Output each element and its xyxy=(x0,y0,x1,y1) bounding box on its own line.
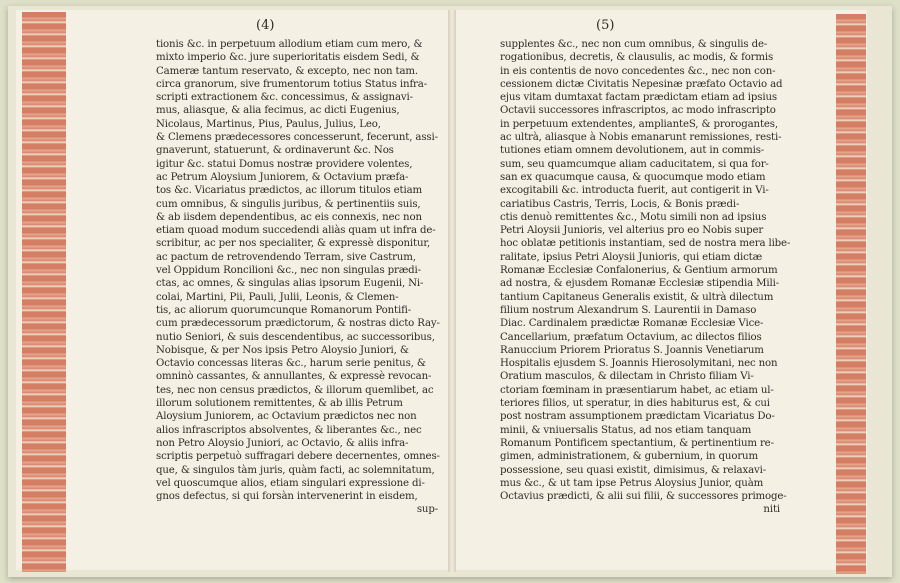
right-page-body xyxy=(500,38,791,517)
text-line: ac pactum de retrovendendo Terram, sive Castrum, xyxy=(156,251,416,263)
text-line: cum omnibus, & singulis juribus, & pertinentiis suis, xyxy=(156,198,421,210)
right-page-number: (5) xyxy=(596,18,615,33)
text-line: tionis &c. in perpetuum allodium etiam cum mero, & xyxy=(156,39,423,50)
book-gutter xyxy=(448,10,456,572)
left-page-body xyxy=(156,38,438,517)
text-line: nutio Seniori, & suis descendentibus, ac successoribus, xyxy=(156,331,435,343)
text-line: ac ultrà, aliasque à Nobis emanarunt remissiones, resti- xyxy=(500,132,782,144)
text-line: Ranuccium Priorem Prioratus S. Joannis Venetiarum xyxy=(500,344,764,356)
text-line: non Petro Aloysio Juniori, ac Octavio, & aliis infra- xyxy=(156,437,409,449)
text-line: Hospitalis ejusdem S. Joannis Hierosolymitani, nec non xyxy=(500,358,778,370)
text-line: tos &c. Vicariatus prædictos, ac illorum titulos etiam xyxy=(156,185,423,197)
text-line: scribitur, ac per nos specialiter, & expressè disponitur, xyxy=(156,238,431,250)
text-line: omninò cassantes, & annullantes, & expressè revocan- xyxy=(156,371,432,383)
text-line: scriptis perpetuò suffragari debere decernentes, omnes- xyxy=(156,451,440,463)
text-line: Nobisque, & per Nos ipsis Petro Aloysio Juniori, & xyxy=(156,344,409,356)
text-line: Octavio concessas literas &c., harum serie penitus, & xyxy=(156,358,426,370)
text-line: circa granorum, sive frumentorum totius Status infra- xyxy=(156,78,427,90)
text-line: mus &c., & ut tam ipse Petrus Aloysius Junior, quàm xyxy=(500,477,764,489)
text-line: ralitate, ipsius Petri Aloysii Junioris, qui etiam dictæ xyxy=(500,251,763,263)
text-line: Octavii successores infrascriptos, ac modo infrascripto xyxy=(500,105,776,117)
text-line: tutiones etiam omnem devolutionem, aut in commis- xyxy=(500,145,765,157)
text-line: possessione, seu quasi existit, dimisimus, & relaxavi- xyxy=(500,464,766,476)
catchword: sup- xyxy=(416,504,438,516)
text-line: vel Oppidum Roncilioni &c., nec non singulas prædi- xyxy=(156,265,421,277)
text-line: tis, ac aliorum quorumcunque Romanorum Pontifi- xyxy=(156,304,412,316)
text-line: ctoriam fœminam in præsentiarum habet, ac etiam ul- xyxy=(500,384,774,396)
text-line: hoc oblatæ petitionis instantiam, sed de nostra mera libe- xyxy=(500,238,791,250)
text-line: post nostram assumptionem prædictam Vicariatus Do- xyxy=(500,411,775,423)
text-line: Aloysium Juniorem, ac Octavium prædictos nec non xyxy=(156,411,417,423)
catchword: niti xyxy=(763,504,780,516)
text-line: ejus vitam dumtaxat factam prædictam etiam ad ipsius xyxy=(500,92,777,104)
text-line: illorum solutionem remittentes, & ab illis Petrum xyxy=(156,398,403,410)
text-line: Romanum Pontificem spectantium, & pertinentium re- xyxy=(500,437,774,449)
left-page-number: (4) xyxy=(256,18,275,33)
text-line: Cancellarium, præfatum Octavium, ac dilectos filios xyxy=(500,331,762,343)
text-line: supplentes &c., nec non cum omnibus, & singulis de- xyxy=(500,39,768,50)
text-line: cessionem dictæ Civitatis Nepesinæ præfato Octavio ad xyxy=(500,78,783,90)
text-line: Oratium masculos, & dilectam in Christo filiam Vi- xyxy=(500,371,754,383)
text-line: in eis contentis de novo concedentes &c., nec non con- xyxy=(500,65,776,77)
text-line: gimen, administrationem, & gubernium, in quorum xyxy=(500,451,758,463)
text-line: gnaverunt, statuerunt, & ordinaverunt &c. Nos xyxy=(156,145,394,157)
text-line: Petri Aloysii Junioris, vel alterius pro eo Nobis super xyxy=(500,225,764,237)
text-line: Octavius prædicti, & alii sui filii, & successores primoge- xyxy=(500,491,787,503)
text-line: excogitabili &c. introducta fuerit, aut contigerit in Vi- xyxy=(500,185,769,197)
text-line: tes, nec non census prædictos, & illorum quemlibet, ac xyxy=(156,384,434,396)
text-line: scripti extractionem &c. concessimus, & assignavi- xyxy=(156,92,413,104)
text-line: ac Petrum Aloysium Juniorem, & Octavium præfa- xyxy=(156,171,409,183)
text-line: Diac. Cardinalem prædictæ Romanæ Ecclesiæ Vice- xyxy=(500,318,764,330)
text-line: Romanæ Ecclesiæ Confalonerius, & Gentium armorum xyxy=(500,265,778,277)
text-line: rogationibus, decretis, & clausulis, ac modis, & formis xyxy=(500,52,774,64)
text-line: ctis denuò remittentes &c., Motu simili non ad ipsius xyxy=(500,211,767,223)
text-line: in perpetuum extendentes, amplianteS, & prorogantes, xyxy=(500,118,778,130)
text-line: Cameræ tantum reservato, & excepto, nec non tam. xyxy=(156,65,419,77)
text-line: ctas, ac omnes, & singulas alias ipsorum Eugenii, Ni- xyxy=(156,278,424,290)
text-line: que, & singulos tàm juris, quàm facti, ac solemnitatum, xyxy=(156,464,435,476)
text-line: sum, seu quamcumque aliam caducitatem, si qua for- xyxy=(500,158,769,170)
text-line: cariatibus Castris, Terris, Locis, & Bonis prædi- xyxy=(500,198,740,210)
text-line: tantium Capitaneus Generalis existit, & ultrà dilectum xyxy=(500,291,774,303)
text-line: igitur &c. statui Domus nostræ providere volentes, xyxy=(156,158,413,170)
text-line: san ex quacumque causa, & quocumque modo etiam xyxy=(500,171,766,183)
text-line: teriores filios, ut speratur, in dies habiturus est, & cui xyxy=(500,398,770,410)
text-line: ad nostra, & ejusdem Romanæ Ecclesiæ stipendia Mili- xyxy=(500,278,779,290)
right-red-page-edge xyxy=(836,14,866,574)
text-line: cum prædecessorum prædictorum, & nostras dicto Ray- xyxy=(156,318,440,330)
text-line: mus, aliasque, & alia fecimus, ac dicti Eugenius, xyxy=(156,105,400,117)
text-line: gnos defectus, si qui forsàn intervenerint in eisdem, xyxy=(156,491,418,503)
left-red-page-edge xyxy=(22,12,66,572)
text-line: Nicolaus, Martinus, Pius, Paulus, Julius, Leo, xyxy=(156,118,381,130)
text-line: mixto imperio &c. jure superioritatis eisdem Sedi, & xyxy=(156,52,420,64)
text-line: filium nostrum Alexandrum S. Laurentii in Damaso xyxy=(500,304,757,316)
text-line: etiam quoad modum succedendi aliàs quam ut infra de- xyxy=(156,225,436,237)
text-line: alios infrascriptos absolventes, & liberantes &c., nec xyxy=(156,424,422,436)
text-line: colai, Martini, Pii, Pauli, Julii, Leonis, & Clemen- xyxy=(156,291,399,303)
text-line: & ab iisdem dependentibus, ac eis connexis, nec non xyxy=(156,211,422,223)
text-line: vel quoscumque alios, etiam singulari expressione di- xyxy=(156,477,425,489)
text-line: minii, & vniuersalis Status, ad nos etiam tanquam xyxy=(500,424,752,436)
text-line: & Clemens prædecessores concesserunt, fecerunt, assi- xyxy=(156,132,438,144)
